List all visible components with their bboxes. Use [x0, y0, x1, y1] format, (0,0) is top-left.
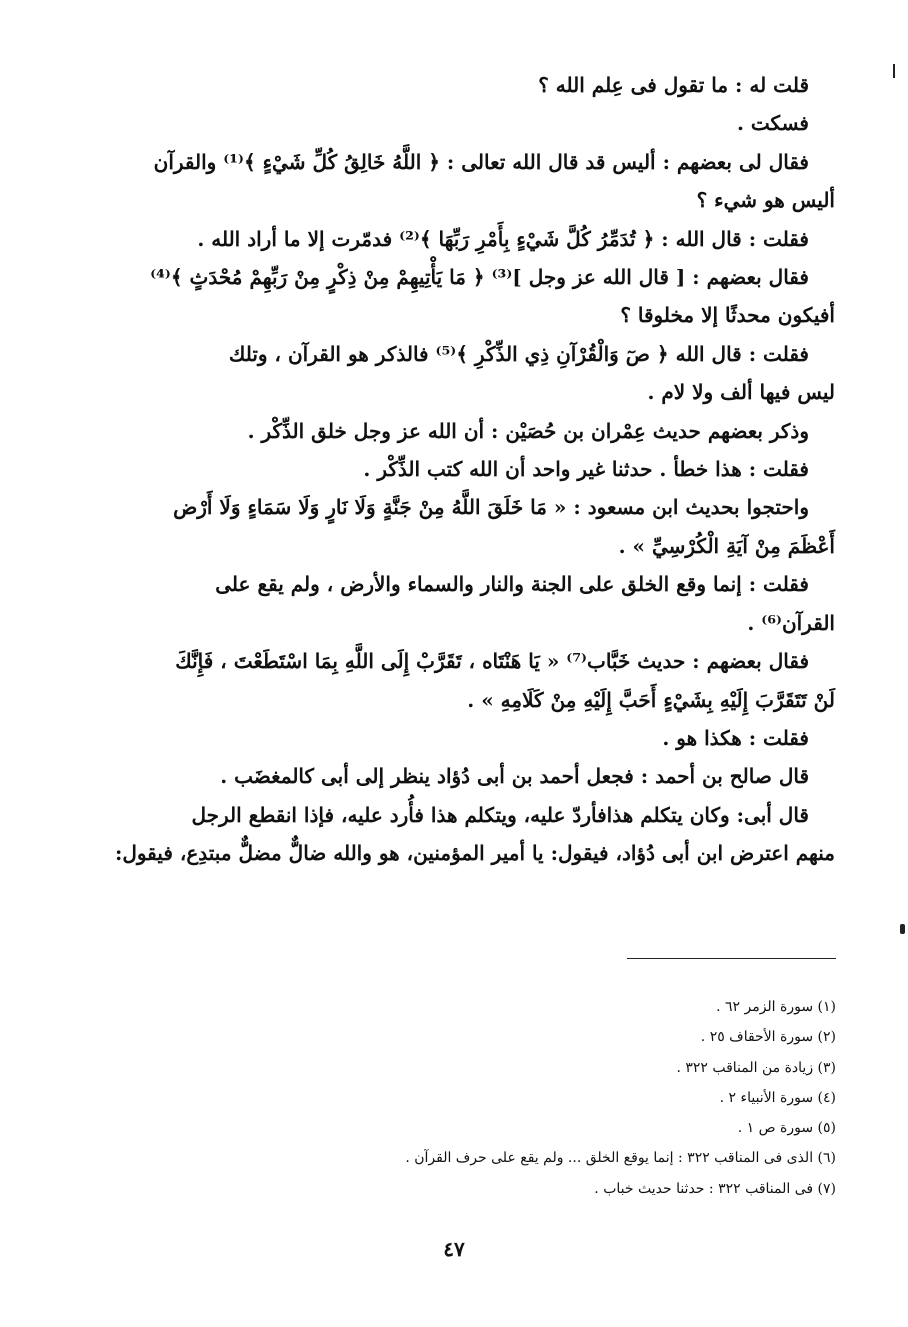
text-line: القرآن⁽⁶⁾ . — [747, 610, 835, 635]
footnote: (٤) سورة الأنبياء ٢ . — [719, 1089, 836, 1106]
text-line: فقال بعضهم : حديث خَبَّاب⁽⁷⁾ « يَا هَنْتَاه ، تَقَرَّبْ إِلَى اللَّهِ بِمَا اسْتَطَعْتَ ، فَإِنَّكَ — [175, 649, 809, 674]
text-line: فقلت : قال الله : ﴿ تُدَمِّرُ كُلَّ شَيْءٍ بِأَمْرِ رَبِّهَا ﴾⁽²⁾ فدمّرت إلا ما أراد الله . — [197, 226, 809, 251]
footnote: (١) سورة الزمر ٦٢ . — [716, 999, 836, 1015]
text-line: قلت له : ما تقول فى عِلم الله ؟ — [538, 73, 809, 97]
footnote: (٣) زيادة من المناقب ٣٢٢ . — [676, 1059, 836, 1076]
margin-mark — [893, 64, 895, 78]
text-line: قال أبى: وكان يتكلم هذافأردّ عليه، ويتكلم هذا فأُرد عليه، فإذا انقطع الرجل — [191, 802, 809, 827]
text-line: فقال لى بعضهم : أليس قد قال الله تعالى : ﴿ اللَّهُ خَالِقُ كُلِّ شَيْءٍ ﴾⁽¹⁾ والقرآن — [153, 149, 809, 174]
text-line: وذكر بعضهم حديث عِمْران بن حُصَيْن : أن الله عز وجل خلق الذِّكْر . — [247, 418, 809, 443]
text-line: أَعْظَمَ مِنْ آيَةِ الْكُرْسِيِّ » . — [618, 533, 835, 558]
text-line: فقلت : قال الله ﴿ صٓ وَالْقُرْآنِ ذِي الذِّكْرِ ﴾⁽⁵⁾ فالذكر هو القرآن ، وتلك — [228, 341, 809, 366]
footnote: (٥) سورة ص ١ . — [737, 1120, 836, 1137]
footnote: (٢) سورة الأحقاف ٢٥ . — [700, 1029, 836, 1046]
text-line: أفيكون محدثًا إلا مخلوقا ؟ — [620, 303, 835, 328]
text-line: فقلت : هكذا هو . — [662, 725, 809, 750]
text-line: منهم اعترض ابن أبى دُؤاد، فيقول: يا أمير المؤمنين، هو والله ضالٌّ مضلٌّ مبتدِع، فيقول: — [114, 841, 835, 866]
margin-mark — [900, 924, 905, 934]
footnote-divider — [627, 958, 836, 959]
text-line: لَنْ تَتَقَرَّبَ إِلَيْهِ بِشَيْءٍ أَحَبَّ إِلَيْهِ مِنْ كَلَامِهِ » . — [467, 687, 835, 712]
text-line: أليس هو شيء ؟ — [696, 188, 835, 213]
text-line: واحتجوا بحديث ابن مسعود : « مَا خَلَقَ اللَّهُ مِنْ جَنَّةٍ وَلَا نَارٍ وَلَا سَمَاءٍ وَلَا أَرْض — [173, 495, 809, 520]
footnote: (٧) فى المناقب ٣٢٢ : حدثنا حديث خباب . — [594, 1180, 836, 1197]
text-line: ليس فيها ألف ولا لام . — [647, 380, 835, 405]
text-line: فقلت : إنما وقع الخلق على الجنة والنار والسماء والأرض ، ولم يقع على — [215, 572, 809, 597]
footnotes — [105, 992, 836, 1204]
footnote: (٦) الذى فى المناقب ٣٢٢ : إنما يوقع الخلق ... ولم يقع على حرف القرآن . — [405, 1150, 836, 1167]
text-line: قال صالح بن أحمد : فجعل أحمد بن أبى دُؤاد ينظر إلى أبى كالمغضَب . — [220, 764, 809, 789]
text-line: فسكت . — [736, 111, 809, 136]
page-number: ٤٧ — [443, 1237, 465, 1261]
text-line: فقال بعضهم : [ قال الله عز وجل ]⁽³⁾ ﴿ مَا يَأْتِيهِمْ مِنْ ذِكْرٍ مِنْ رَبِّهِمْ مُحْدَثٍ ﴾⁽⁴⁾ — [150, 265, 809, 290]
text-line: فقلت : هذا خطأ . حدثنا غير واحد أن الله كتب الذِّكْر . — [363, 457, 809, 482]
main-text — [105, 66, 835, 873]
